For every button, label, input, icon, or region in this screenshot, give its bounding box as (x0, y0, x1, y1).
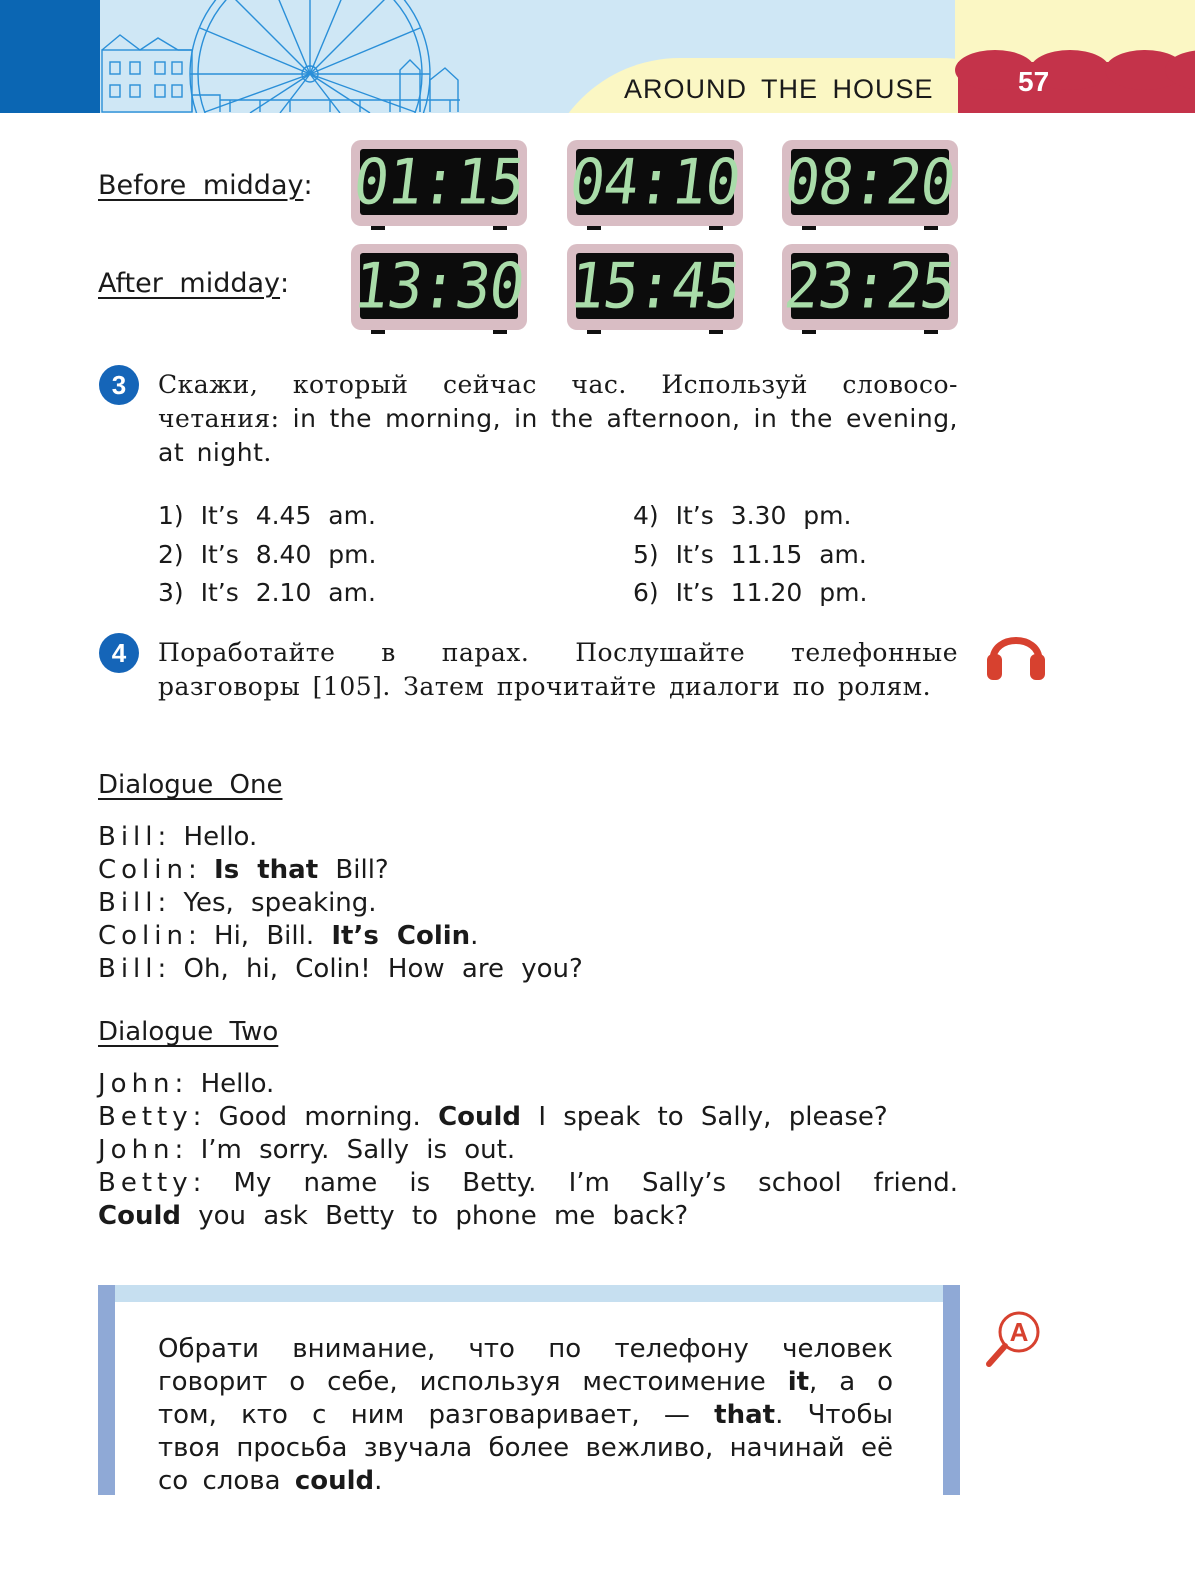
digital-clock (351, 140, 527, 226)
dialogue-two-title: Dialogue Two (98, 1017, 279, 1047)
dialogue-line: John: I’m sorry. Sally is out. (98, 1135, 516, 1165)
clock-time: 04:10 (565, 145, 745, 219)
dialogue-line: John: Hello. (98, 1069, 275, 1099)
page-header (0, 0, 1195, 113)
note-box-right-bar (943, 1285, 960, 1495)
ferris-wheel-illustration (100, 0, 480, 113)
note-box-top-bar (98, 1285, 960, 1302)
exercise-4-instruction: Поработайте в парах. Послушайте телефонные разговоры [105]. Затем прочитайте диалоги по ролям. (158, 638, 958, 701)
dialogue-two (98, 1068, 958, 1233)
exercise-3-items-left (158, 497, 376, 613)
header-left-block (0, 0, 100, 113)
clock-time: 01:15 (349, 145, 529, 219)
clock-time: 13:30 (349, 249, 529, 323)
magnifier-a-icon (983, 1308, 1045, 1370)
clock-time: 15:45 (565, 249, 745, 323)
dialogue-line: Colin: Hi, Bill. It’s Colin. (98, 921, 479, 951)
dialogue-line: Bill: Hello. (98, 822, 258, 852)
list-item: 3) It’s 2.10 am. (158, 578, 376, 607)
page-number: 57 (1018, 66, 1050, 97)
exercise-3-items-right (633, 497, 867, 613)
after-midday-label: After midday: (98, 268, 290, 299)
dialogue-line: Bill: Yes, speaking. (98, 888, 377, 918)
note-text: Обрати внимание, что по телефону человек говорит о себе, используя местоимение it, а о том, кто с ним разговаривает, — that. Чтобы твоя просьба звучала более вежливо, начинай её со слова could. (158, 1334, 894, 1496)
dialogue-line: Betty: Good morning. Could I speak to Sally, please? (98, 1102, 888, 1132)
digital-clock (567, 244, 743, 330)
digital-clock (782, 244, 958, 330)
dialogue-line: Colin: Is that Bill? (98, 855, 389, 885)
svg-text:A: A (1009, 1317, 1029, 1347)
list-item: 6) It’s 11.20 pm. (633, 578, 868, 607)
dialogue-line: Could you ask Betty to phone me back? (98, 1201, 689, 1231)
digital-clock (782, 140, 958, 226)
list-item: 4) It’s 3.30 pm. (633, 501, 852, 530)
note-box-left-bar (98, 1285, 115, 1495)
exercise-number-badge: 4 (99, 633, 139, 673)
exercise-3-instruction: Скажи, который сейчас час. Используй словосо- четания: in the morning, in the afternoon, in the evening, at night. (158, 370, 959, 467)
list-item: 5) It’s 11.15 am. (633, 539, 867, 569)
grammar-note-box (98, 1285, 960, 1495)
exercise-number-badge: 3 (99, 365, 139, 405)
digital-clock (567, 140, 743, 226)
dialogue-one-title: Dialogue One (98, 770, 283, 800)
list-item: 1) It’s 4.45 am. (158, 501, 376, 530)
dialogue-one (98, 821, 958, 986)
dialogue-line: Bill: Oh, hi, Colin! How are you? (98, 954, 583, 984)
list-item: 2) It’s 8.40 pm. (158, 539, 377, 569)
clock-time: 23:25 (780, 249, 960, 323)
headphones-icon (985, 622, 1047, 684)
before-midday-label: Before midday: (98, 170, 313, 201)
section-title: AROUND THE HOUSE (624, 74, 934, 104)
digital-clock (351, 244, 527, 330)
dialogue-line: Betty: My name is Betty. I’m Sally’s school friend. (98, 1168, 958, 1198)
clock-time: 08:20 (780, 145, 960, 219)
